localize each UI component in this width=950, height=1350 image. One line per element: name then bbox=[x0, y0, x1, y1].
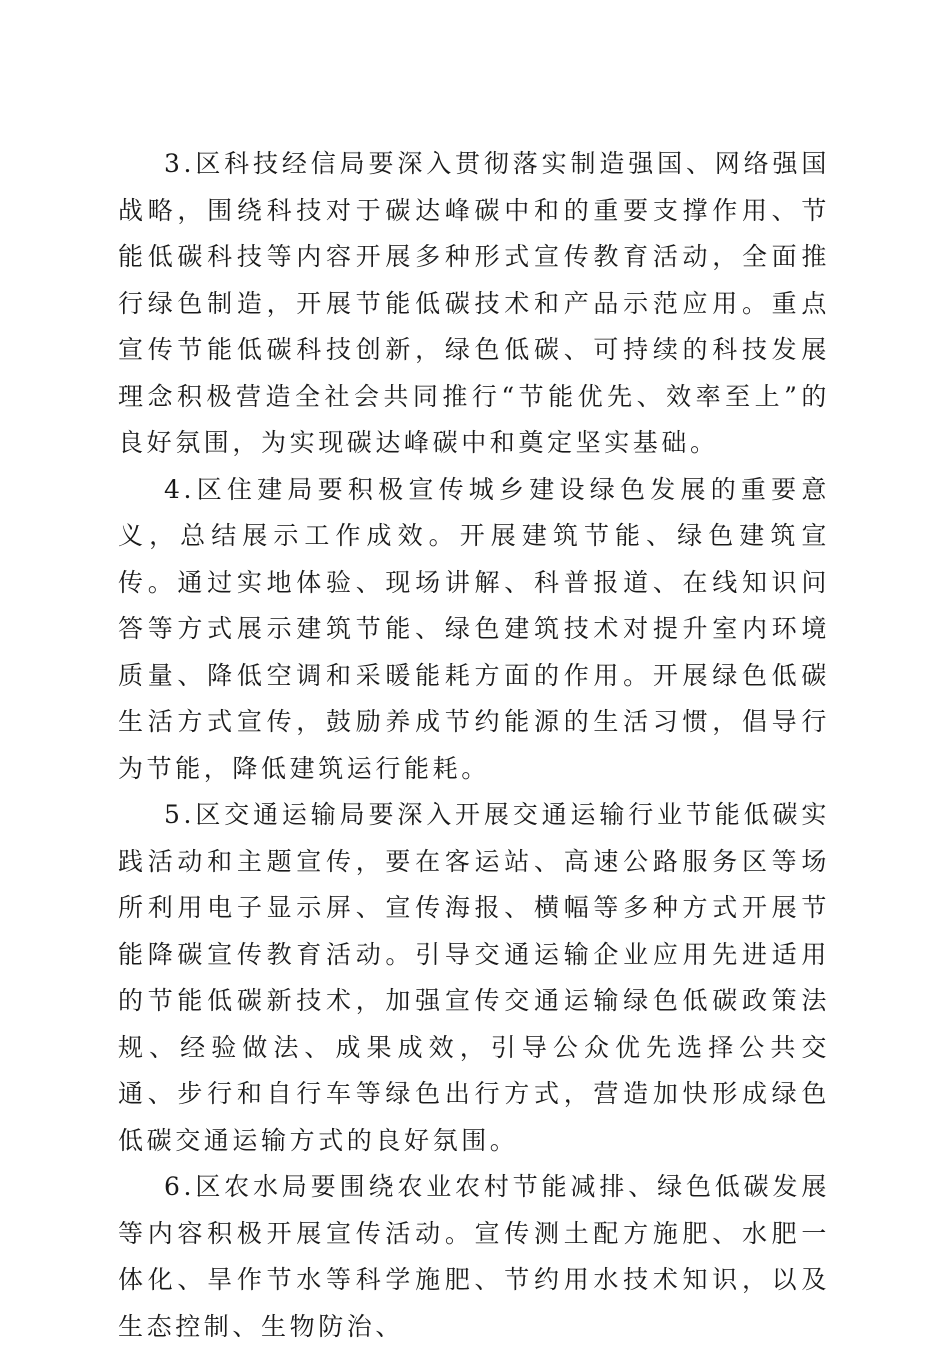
paragraph-item-3: 3.区科技经信局要深入贯彻落实制造强国、网络强国战略，围绕科技对于碳达峰碳中和的重要支撑作用、节能低碳科技等内容开展多种形式宣传教育活动，全面推行绿色制造，开展节能低碳技术和产品示范应用。重点宣传节能低碳科技创新，绿色低碳、可持续的科技发展理念积极营造全社会共同推行“节能优先、效率至上”的良好氛围，为实现碳达峰碳中和奠定坚实基础。 bbox=[118, 149, 830, 457]
paragraph-item-4: 4.区住建局要积极宣传城乡建设绿色发展的重要意义，总结展示工作成效。开展建筑节能、绿色建筑宣传。通过实地体验、现场讲解、科普报道、在线知识问答等方式展示建筑节能、绿色建筑技术对提升室内环境质量、降低空调和采暖能耗方面的作用。开展绿色低碳生活方式宣传，鼓励养成节约能源的生活习惯，倡导行为节能，降低建筑运行能耗。 bbox=[118, 474, 830, 783]
document-body bbox=[118, 141, 830, 1350]
paragraph-item-6: 6.区农水局要围绕农业农村节能减排、绿色低碳发展等内容积极开展宣传活动。宣传测土配方施肥、水肥一体化、旱作节水等科学施肥、节约用水技术知识，以及生态控制、生物防治、 bbox=[118, 1172, 830, 1341]
paragraph-item-5: 5.区交通运输局要深入开展交通运输行业节能低碳实践活动和主题宣传，要在客运站、高速公路服务区等场所利用电子显示屏、宣传海报、横幅等多种方式开展节能降碳宣传教育活动。引导交通运输企业应用先进适用的节能低碳新技术，加强宣传交通运输绿色低碳政策法规、经验做法、成果成效，引导公众优先选择公共交通、步行和自行车等绿色出行方式，营造加快形成绿色低碳交通运输方式的良好氛围。 bbox=[118, 800, 830, 1155]
